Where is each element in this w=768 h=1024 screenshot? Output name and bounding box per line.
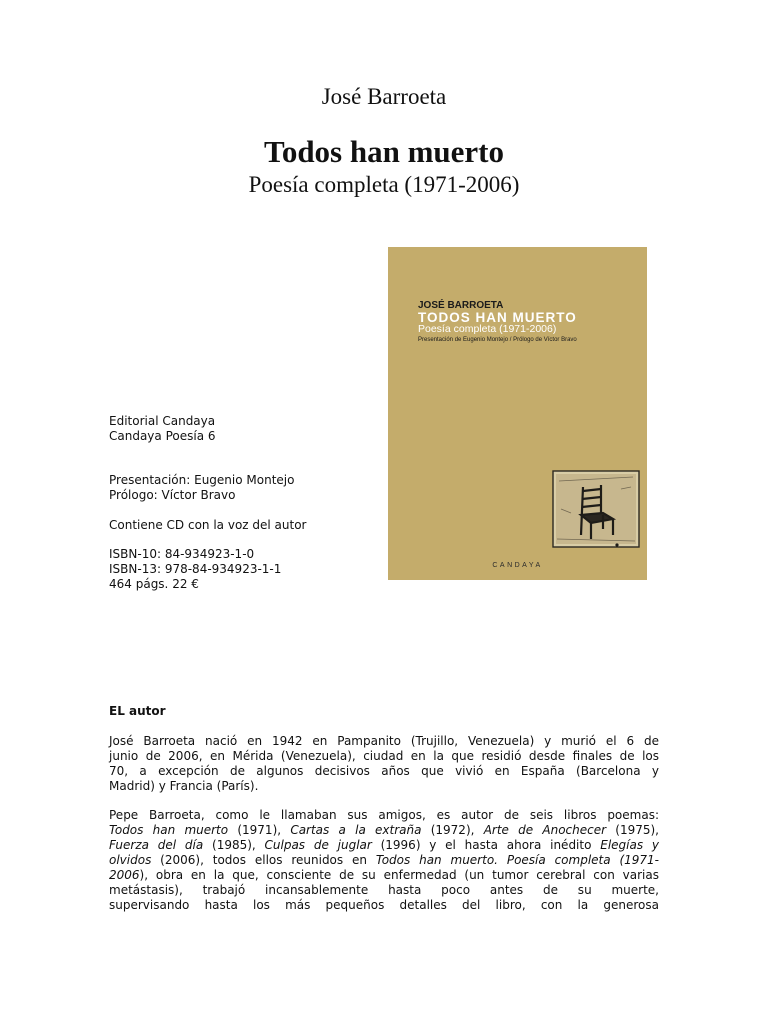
text-run: ), obra en la que, consciente de su enfermedad (un tumor cerebral con varias [139, 868, 659, 882]
text-run: (1971), [228, 823, 291, 837]
paragraph-line: metástasis), trabajó incansablemente hasta poco antes de su muerte, [109, 883, 659, 897]
prologue: Prólogo: Víctor Bravo [109, 488, 236, 502]
isbn-13: ISBN-13: 978-84-934923-1-1 [109, 562, 282, 576]
paragraph-1 [109, 734, 659, 794]
paragraph-line: junio de 2006, en Mérida (Venezuela), ciudad en la que residió desde finales de los [109, 749, 659, 763]
presentation: Presentación: Eugenio Montejo [109, 473, 295, 487]
text-run: (1972), [421, 823, 484, 837]
work-title: Culpas de juglar [264, 838, 372, 852]
paragraph-line [109, 823, 659, 838]
text-run: (1985), [203, 838, 265, 852]
isbn-10: ISBN-10: 84-934923-1-0 [109, 547, 255, 561]
paragraph-line: Pepe Barroeta, como le llamaban sus amigos, es autor de seis libros poemas: [109, 808, 659, 822]
cover-credits: Presentación de Eugenio Montejo / Prólogo de Víctor Bravo [418, 337, 577, 343]
work-title: Todos han muerto [109, 823, 229, 837]
work-title: Cartas a la extraña [290, 823, 422, 837]
text-run: (2006), todos ellos reunidos en [151, 853, 376, 867]
work-title: Elegías y [600, 838, 659, 852]
work-title: 2006 [109, 868, 140, 882]
cover-subtitle: Poesía completa (1971-2006) [418, 323, 557, 335]
paragraph-line: supervisando hasta los más pequeños detalles del libro, con la generosa [109, 898, 659, 912]
paragraph-line: José Barroeta nació en 1942 en Pampanito (Trujillo, Venezuela) y murió el 6 de [109, 734, 659, 748]
work-title: Todos han muerto. Poesía completa (1971- [375, 853, 659, 867]
work-title: Arte de Anochecer [483, 823, 607, 837]
section-heading: EL autor [109, 704, 166, 718]
book-cover [388, 247, 647, 580]
text-run: (1996) y el hasta ahora inédito [371, 838, 601, 852]
paragraph-line [109, 838, 659, 853]
cd-note: Contiene CD con la voz del autor [109, 518, 307, 532]
paragraph-2 [109, 808, 659, 913]
book-subtitle: Poesía completa (1971-2006) [248, 172, 520, 197]
paragraph-line: Madrid) y Francia (París). [109, 779, 259, 793]
paragraph-line: 70, a excepción de algunos decisivos años que vivió en España (Barcelona y [109, 764, 659, 778]
work-title: Fuerza del día [109, 838, 204, 852]
paragraph-line [109, 868, 659, 883]
chair-illustration [551, 469, 641, 549]
cover-publisher: CANDAYA [492, 562, 543, 569]
work-title: olvidos [109, 853, 152, 867]
book-title: Todos han muerto [263, 134, 505, 169]
book-author: José Barroeta [321, 84, 447, 109]
text-run: (1975), [606, 823, 659, 837]
pages-price: 464 págs. 22 € [109, 577, 199, 591]
publisher: Editorial Candaya [109, 414, 216, 428]
paragraph-line [109, 853, 659, 868]
collection: Candaya Poesía 6 [109, 429, 216, 443]
cover-author: JOSÉ BARROETA [418, 300, 504, 311]
cover-title: TODOS HAN MUERTO [418, 310, 577, 325]
